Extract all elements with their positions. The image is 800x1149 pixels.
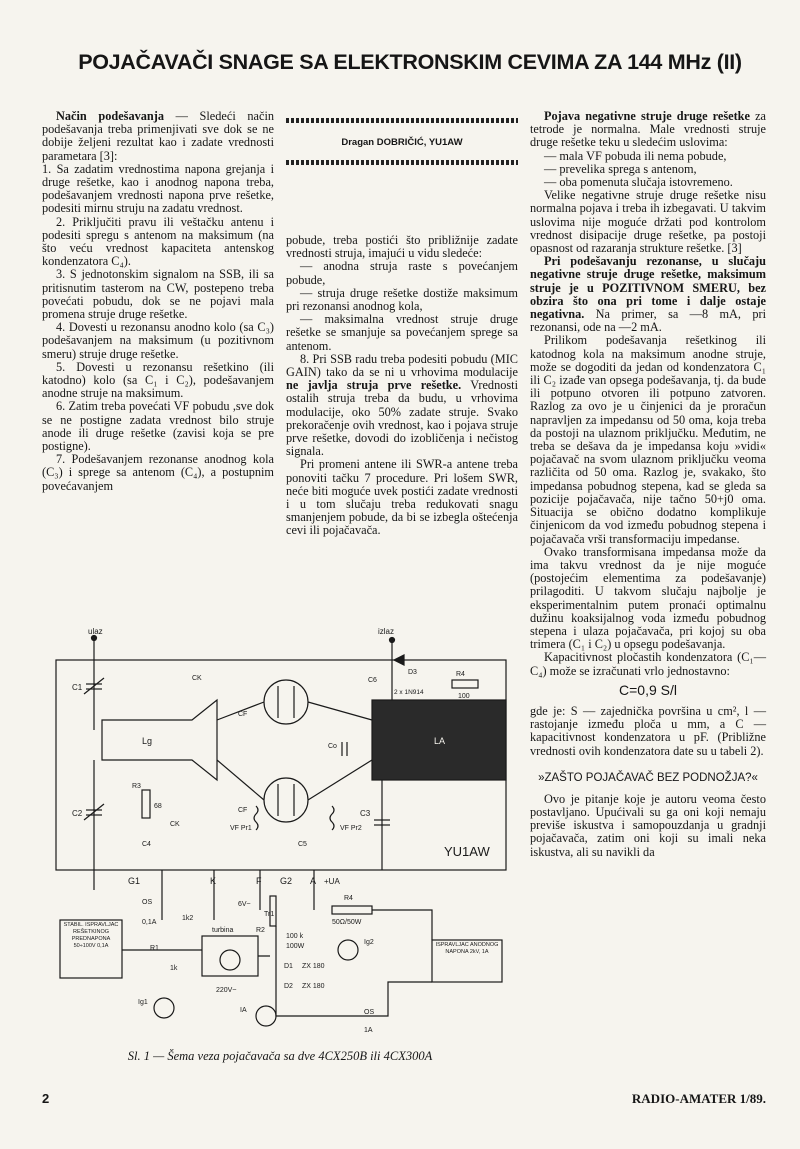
label-turbina: turbina bbox=[212, 927, 234, 934]
label-d3: D3 bbox=[408, 669, 417, 676]
step-8-c: Vrednosti ostalih struja treba da budu, u vrhovima modulacije, oko 50% zadate struje. Svako prekoračenje ovih vrednost, kao i pojava struje prve rešetke, dovodi do izobličenja i nečistog signala. bbox=[286, 378, 518, 459]
col3-large-negative: Velike negativne struje druge rešetke nisu normalna pojava i treba ih izbegavati. U takvim uslovima nije moguće držati pod kontrolom vrednost disipacije druge rešetke, pa postoji opasnost od razaranja strukture rešetke. [3] bbox=[530, 188, 766, 256]
label-c1: C1 bbox=[72, 683, 83, 692]
label-heater: 6V~ bbox=[238, 901, 251, 908]
col2-antenna: Pri promeni antene ili SWR-a antene treba ponoviti tačku 7 procedure. Pri lošem SWR, neće biti moguće uvek postići zadate vrednosti i u tom slučaju treba redukovati snagu smanjenjem pobude, da bi se izbegla oštećenja cevi ili pojačavača. bbox=[286, 457, 518, 538]
figure-caption: Sl. 1 — Šema veza pojačavača sa dve 4CX250B ili 4CX300A bbox=[127, 1049, 433, 1063]
label-izlaz: izlaz bbox=[378, 627, 395, 636]
step-6: 6. Zatim treba povećati VF pobudu ,sve dok se ne postigne zadata vrednost bilo struje anode ili druge rešetke (zavisi koja se pre postigne). bbox=[42, 399, 274, 454]
col3-transformed: Ovako transformisana impedansa može da ima takvu vrednost da je nije moguće (postojećim elementima za podešavanje) prilagoditi. U takvom slučaju najbolje je eksperimentalnim putem pronaći optimalnu dužinu koaksijalnog voda između pobudnog stepena i ulaza pojačavača, pri kojoj su oba trimera (C₁ i C₂) u opsegu podešavanja. bbox=[530, 544, 766, 652]
col2-intro: pobude, treba postići što približnije zadate vrednosti struja, imajući u vidu sledeće: bbox=[286, 233, 518, 261]
column-1 bbox=[42, 110, 274, 493]
col3-resonance-rest: Na primer, sa —8 mA, pri rezonansi, ode na —2 mA. bbox=[530, 307, 766, 335]
col3-cond-3: — oba pomenuta slučaja istovremeno. bbox=[544, 175, 733, 190]
bias-supply-text-holder bbox=[61, 922, 121, 978]
step-5: 5. Dovesti u rezonansu rešetkino (ili katodno) kolo (sa C₁ i C₂), podešavanjem anodne struje na maksimum. bbox=[42, 359, 274, 401]
col3-legend: gde je: S — zajednička površina u cm², l — rastojanje između ploča u mm, a C — kapacitivnost kondenzatora u pF. (Približne vrednosti ovih kondenzatora date su u tabeli 2). bbox=[530, 703, 766, 758]
label-c3: C3 bbox=[360, 809, 371, 818]
step-8-a: 8. Pri SSB radu treba podesiti pobudu (MIC GAIN) tako da se ni u vrhovima modulacije bbox=[286, 351, 518, 380]
lg-to-tube-2 bbox=[217, 760, 264, 800]
section-heading: »ZAŠTO POJAČAVAČ BEZ PODNOŽJA?« bbox=[538, 771, 758, 784]
label-r3-value: 68 bbox=[154, 803, 162, 810]
label-fuse2: 1A bbox=[364, 1027, 373, 1034]
anode-supply-label: ISPRAVLJAČ ANODNOG NAPONA 2kV, 1A bbox=[435, 942, 499, 955]
label-c4: C4 bbox=[142, 841, 151, 848]
method-lead: Način podešavanja bbox=[56, 109, 164, 123]
label-lg: Lg bbox=[142, 736, 153, 746]
label-c5: C5 bbox=[298, 841, 307, 848]
label-zx2: ZX 180 bbox=[302, 983, 325, 990]
bias-supply-label: STABIL. ISPRAVLJAČ REŠETKINOG PREDNAPONA 50÷100V 0,1A bbox=[63, 922, 119, 949]
label-os2: OS bbox=[364, 1009, 375, 1016]
label-r100w: 100W bbox=[286, 943, 305, 950]
grid-line-lg bbox=[102, 700, 217, 780]
col3-lead-rest: za tetrode je normalna. Male vrednosti struje druge rešetke teku u sledećim uslovima: bbox=[530, 109, 766, 150]
col2-note-3: — maksimalna vrednost struje druge rešetke se smanjuje sa povećanjem sprege sa antenom. bbox=[286, 312, 518, 353]
label-cf-2: CF bbox=[238, 807, 248, 814]
label-d1: D1 bbox=[284, 963, 293, 970]
column-2 bbox=[286, 234, 518, 538]
supply-wiring bbox=[122, 910, 432, 1016]
col3-cond-1: — mala VF pobuda ili nema pobude, bbox=[544, 148, 727, 163]
label-diodes: 2 x 1N914 bbox=[394, 689, 424, 696]
capacitance-formula: C=0,9 S/l bbox=[619, 681, 677, 698]
label-r4-rating: 50Ω/50W bbox=[332, 919, 362, 926]
divider-bottom bbox=[286, 160, 518, 165]
label-cf: CF bbox=[238, 711, 248, 718]
tube-2-to-la bbox=[308, 760, 372, 800]
label-ig2: Ig2 bbox=[364, 939, 374, 946]
label-co: Co bbox=[328, 743, 337, 750]
col3-grid-tuning: Prilikom podešavanja rešetkinog ili katodnog kola na maksimum anodne struje, može se dogoditi da jedan od kondenzatora C₁ ili C₂ izađe van opsega podešavanja, tj. da bude ili potpuno otvoren ili potpuno zatvoren. Razlog za ovo je u činjenici da je proračun napravljen za impedansu od 50 oma, koja treba da postoji na ulaznom priključku. Međutim, ne treba se dešava da je impedansa koju »vidi« pojačavač na svom ulaznom priključku veoma različita od 50 oma. Razlog je, svakako, što impedansa pobudnog stepena, kad se gleda sa pozicije pojačavača, nije tačno 50+j0 oma. Situacija se obično dodatno komplikuje činjenicom da vod između pobudnog stepena i pojačavača vrši transformaciju impedanse. bbox=[530, 333, 766, 546]
label-os: OS bbox=[142, 899, 153, 906]
col3-negative-current bbox=[530, 110, 766, 150]
label-ig1: Ig1 bbox=[138, 999, 148, 1006]
label-r1: R1 bbox=[150, 945, 159, 952]
label-vfpr1: VF Pr1 bbox=[230, 825, 252, 832]
col2-note-1: — anodna struja raste s povećanjem pobude, bbox=[286, 259, 518, 287]
divider-top bbox=[286, 118, 518, 123]
col3-lead: Pojava negativne struje druge rešetke bbox=[544, 109, 750, 123]
turbine-motor bbox=[220, 950, 240, 970]
label-vfpr2: VF Pr2 bbox=[340, 825, 362, 832]
resistor-r4-out bbox=[452, 680, 478, 688]
author: Dragan DOBRIČIĆ, YU1AW bbox=[341, 137, 463, 148]
label-fuse1: 0,1A bbox=[142, 919, 157, 926]
label-r4-value: 100 bbox=[458, 693, 470, 700]
page-number: 2 bbox=[42, 1091, 50, 1106]
label-ua: +UA bbox=[324, 877, 340, 886]
byline-block bbox=[286, 118, 518, 165]
anode-supply-text-holder bbox=[433, 942, 501, 982]
col3-capacitance: Kapacitivnost pločastih kondenzatora (C₁—C₄) može se izračunati vrlo jednostavno: bbox=[530, 650, 766, 678]
tube-1 bbox=[264, 680, 308, 724]
amplifier-schematic bbox=[42, 620, 518, 1040]
label-c2: C2 bbox=[72, 809, 83, 818]
resistor-r3 bbox=[142, 790, 150, 818]
tube-1-to-la bbox=[308, 702, 372, 720]
label-r4-supply: R4 bbox=[344, 895, 353, 902]
label-r1k2: 1k2 bbox=[182, 915, 194, 922]
label-ck: CK bbox=[192, 675, 202, 682]
article-title: POJAČAVAČI SNAGE SA ELEKTRONSKIM CEVIMA ZA 144 MHz (II) bbox=[78, 50, 742, 74]
col3-cond-2: — prevelika sprega s antenom, bbox=[544, 161, 697, 176]
step-7: 7. Podešavanjem rezonanse anodnog kola (C₃) i sprege sa antenom (C₄), a postupnim povećavanjem bbox=[42, 452, 274, 493]
step-8-bold: ne javlja struja prve rešetke. bbox=[286, 378, 462, 393]
label-zx1: ZX 180 bbox=[302, 963, 325, 970]
step-2: 2. Priključiti pravu ili veštačku antenu i podesiti spregu s antenom na maksimum (na što veću vrednost kapaciteta antenskog kondenzatora C₄). bbox=[42, 214, 274, 269]
paragraph-method bbox=[42, 110, 274, 163]
label-r1k: 1k bbox=[170, 965, 178, 972]
step-3: 3. S jednotonskim signalom na SSB, ili sa pritisnutim tasterom na CW, postepeno treba povećati pobudu, dok se ne pojavi mala promena struje druge rešetke. bbox=[42, 267, 274, 322]
meter-ig1 bbox=[154, 998, 174, 1018]
col3-resonance bbox=[530, 255, 766, 334]
label-r2: R2 bbox=[256, 927, 265, 934]
step-4: 4. Dovesti u rezonansu anodno kolo (sa C₃) podešavanjem na maksimum (u pozitivnom smeru) struje druge rešetke. bbox=[42, 320, 274, 361]
label-mains: 220V~ bbox=[216, 987, 237, 994]
output-terminal bbox=[390, 638, 395, 643]
label-r100k: 100 k bbox=[286, 933, 304, 940]
resistor-r4-supply bbox=[332, 906, 372, 914]
label-r3: R3 bbox=[132, 783, 141, 790]
method-rest: — Sledeći način podešavanja treba primenjivati sve dok se ne dobije željeni rezultat kao i zadate vrednosti parametara [3]: bbox=[42, 109, 275, 163]
col2-note-2: — struja druge rešetke dostiže maksimum pri rezonansi anodnog kola, bbox=[286, 285, 518, 314]
label-ia: IA bbox=[240, 1007, 247, 1014]
column-3 bbox=[530, 110, 766, 859]
col3-why: Ovo je pitanje koje je autoru veoma često postavljano. Upućivali su ga oni koji nemaju previše iskustva i samopouzdanja u gradnji pojačavača, zatim oni koji su imali neka iskustva, ali su navikli da bbox=[530, 791, 766, 859]
label-la: LA bbox=[434, 736, 446, 746]
meter-ia bbox=[256, 1006, 276, 1026]
choke-vfpr1 bbox=[254, 806, 258, 830]
label-r4: R4 bbox=[456, 671, 465, 678]
label-tr1: Tr1 bbox=[264, 911, 275, 918]
diode-d3 bbox=[394, 655, 404, 665]
choke-vfpr2 bbox=[330, 806, 334, 830]
label-ck-2: CK bbox=[170, 821, 180, 828]
step-8 bbox=[286, 353, 518, 459]
step-1: 1. Sa zadatim vrednostima napona grejanja i druge rešetke, kao i anodnog napona treba, podešavanjem vrednosti napona prve rešetke, podesiti mirnu struju na zadatu vrednost. bbox=[42, 161, 274, 216]
label-d2: D2 bbox=[284, 983, 293, 990]
label-c6: C6 bbox=[368, 677, 377, 684]
label-g2: G2 bbox=[280, 876, 293, 886]
meter-ig2 bbox=[338, 940, 358, 960]
magazine-issue: RADIO-AMATER 1/89. bbox=[631, 1091, 766, 1106]
label-g1: G1 bbox=[128, 876, 141, 886]
callsign: YU1AW bbox=[444, 844, 490, 859]
label-a: A bbox=[310, 876, 317, 886]
label-k: K bbox=[210, 876, 217, 886]
col3-resonance-bold: Pri podešavanju rezonanse, u slučaju negativne struje druge rešetke, maksimum struje je u POZITIVNOM SMERU, bez obzira što ona pri tome i dalje ostaje negativna. bbox=[530, 254, 766, 322]
label-f: F bbox=[256, 876, 262, 886]
input-terminal bbox=[92, 636, 97, 641]
tube-2 bbox=[264, 778, 308, 822]
label-ulaz: ulaz bbox=[88, 627, 103, 636]
